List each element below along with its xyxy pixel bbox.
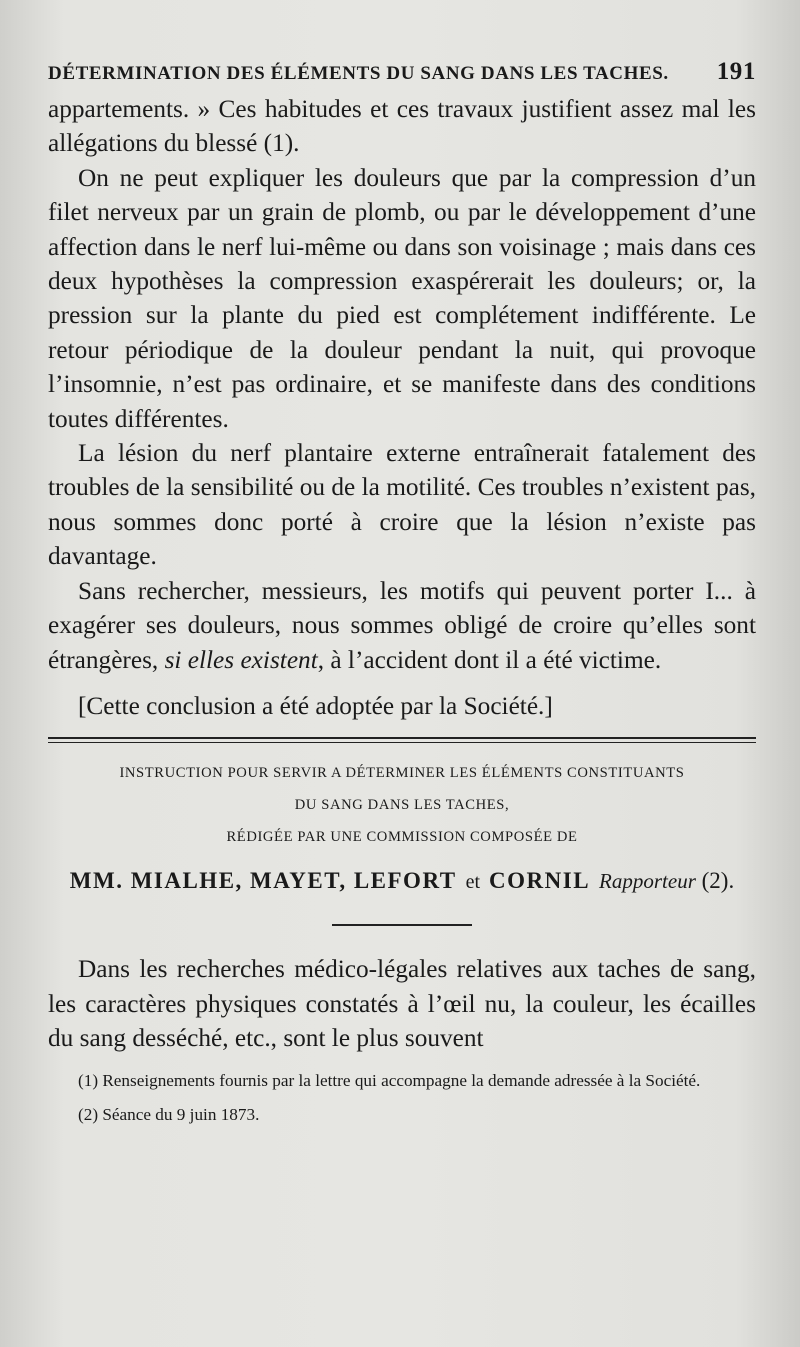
instruction-heading	[48, 765, 756, 894]
paragraph-2: On ne peut expliquer les douleurs que par la compression d’un filet nerveux par un grain de plomb, ou par le développement d’une affection dans le nerf lui-même ou dans son voisinage ; mais dans ces deux hypothèses la compression exaspérerait les douleurs; or, la pression sur la plante du pied est complétement indifférente. Le retour périodique de la douleur pendant la nuit, qui provoque l’insomnie, n’est pas ordinaire, et se manifeste dans des conditions toutes différentes.	[48, 163, 756, 433]
role-footnote-ref: (2).	[701, 868, 735, 894]
instruction-title-line-3: RÉDIGÉE PAR UNE COMMISSION COMPOSÉE DE	[226, 829, 578, 846]
running-title: DÉTERMINATION DES ÉLÉMENTS DU SANG DANS LES TACHES.	[48, 63, 669, 84]
instruction-title-line-1: INSTRUCTION POUR SERVIR A DÉTERMINER LES ÉLÉMENTS CONSTITUANTS	[119, 765, 685, 782]
paragraph-1: appartements. » Ces habitudes et ces travaux justifient assez mal les allégations du blessé (1).	[48, 95, 756, 158]
paragraph-4-start: Sans rechercher, messieurs, les motifs qui peuvent porter I... à exagérer ses douleurs, nous sommes obligé de croire qu’elles sont étrangères,	[48, 576, 756, 674]
short-divider	[332, 924, 472, 926]
authors-et: et	[465, 871, 481, 894]
role-label: Rapporteur	[599, 869, 696, 894]
section-paragraph: Dans les recherches médico-légales relatives aux taches de sang, les caractères physiques constatés à l’œil nu, la couleur, les écailles du sang desséché, etc., sont le plus souvent	[48, 955, 756, 1053]
page-number: 191	[716, 58, 756, 85]
paragraph-4-italic: si elles existent	[164, 645, 318, 674]
footnotes	[48, 1070, 756, 1126]
section-text	[48, 952, 756, 1055]
footnote-2: (2) Séance du 9 juin 1873.	[78, 1104, 260, 1124]
section-divider	[48, 737, 756, 743]
main-text	[48, 92, 756, 723]
authors-line	[48, 868, 756, 894]
paragraph-4	[48, 574, 756, 677]
paragraph-3: La lésion du nerf plantaire externe entraînerait fatalement des troubles de la sensibilité ou de la motilité. Ces troubles n’existent pas, nous sommes donc porté à croire que la lésion n’existe pas davantage.	[48, 439, 756, 571]
instruction-title-line-2: DU SANG DANS LES TACHES,	[294, 797, 510, 814]
conclusion-note: [Cette conclusion a été adoptée par la Société.]	[78, 691, 553, 720]
authors-names: MM. MIALHE, MAYET, LEFORT	[69, 868, 457, 894]
authors-role	[599, 868, 734, 894]
running-header	[48, 58, 756, 86]
footnote-1: (1) Renseignements fournis par la lettre qui accompagne la demande adressée à la Société.	[78, 1070, 701, 1090]
paragraph-4-end: , à l’accident dont il a été victime.	[317, 645, 662, 674]
authors-rapporteur-name: CORNIL	[489, 868, 591, 894]
